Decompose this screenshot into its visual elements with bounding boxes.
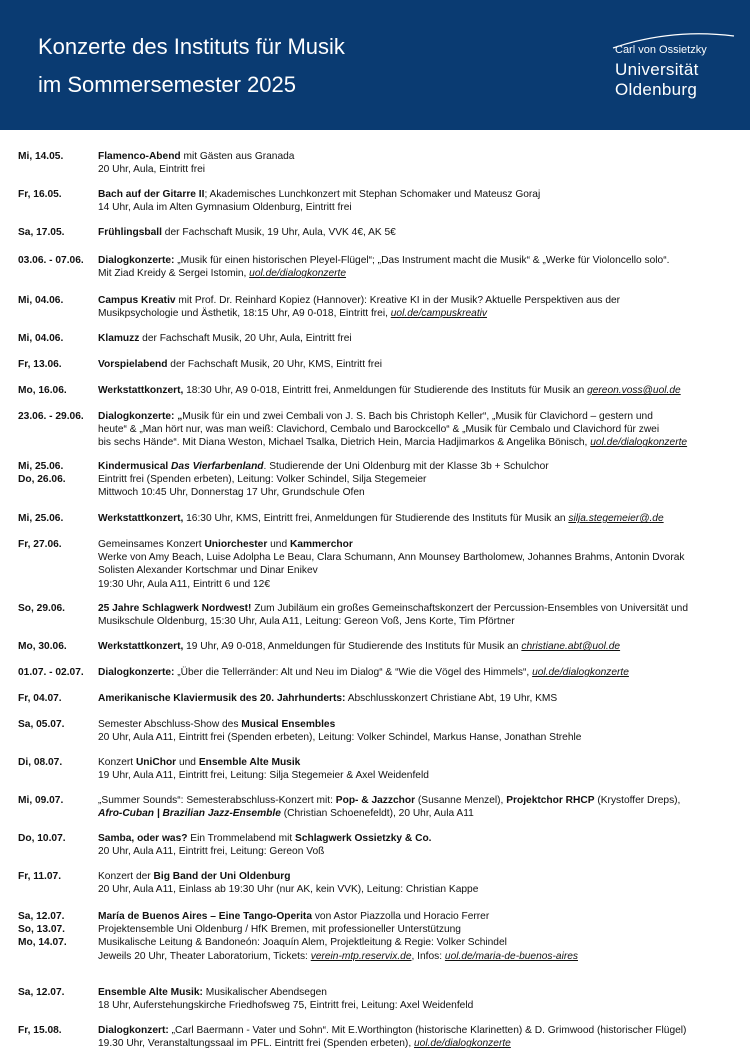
event-date-line: Sa, 17.05. xyxy=(18,227,65,238)
event-text: Ensemble Alte Musik xyxy=(198,757,301,768)
event-date xyxy=(18,460,96,486)
event-line xyxy=(98,163,738,176)
event-date xyxy=(18,332,96,345)
event-line xyxy=(98,384,738,397)
event-text: Musik für ein und zwei Cembali von J. S. Bach bis Christoph Keller“, „Musik für Clavichord – gestern und xyxy=(182,411,653,422)
event-date xyxy=(18,640,96,653)
event-link[interactable]: gereon.voss@uol.de xyxy=(587,385,681,396)
event-text: Flamenco-Abend xyxy=(98,151,181,162)
event-date-line: Mo, 30.06. xyxy=(18,641,67,652)
event-date-line: Fr, 13.06. xyxy=(18,359,62,370)
event-line xyxy=(98,883,738,896)
event-line xyxy=(98,923,738,936)
event-text: Musikalischer Abendsegen xyxy=(202,987,327,998)
event-line xyxy=(98,188,738,201)
title-line-1: Konzerte des Instituts für Musik xyxy=(38,34,345,59)
event-line xyxy=(98,936,738,949)
event-line xyxy=(98,718,738,731)
event-text: 20 Uhr, Aula A11, Eintritt frei (Spenden erbeten), Leitung: Volker Schindel, Markus Hanse, Jonathan Strehle xyxy=(98,732,582,744)
event-line xyxy=(98,436,738,449)
event-text: Werke von Amy Beach, Luise Adolpha Le Beau, Clara Schumann, Ann Mounsey Bartholomew, Johannes Brahms, Antonin Dvorak xyxy=(98,552,685,564)
event-text: Projektensemble Uni Oldenburg / HfK Bremen, mit professioneller Unterstützung xyxy=(98,924,461,936)
event-text: Gemeinsames Konzert xyxy=(98,539,205,550)
event-line xyxy=(98,201,738,214)
event-text: Big Band der Uni Oldenburg xyxy=(153,871,291,882)
event-date-line: Mo, 14.07. xyxy=(18,937,67,949)
event-text: Werkstattkonzert, xyxy=(98,513,184,524)
event-line xyxy=(98,423,738,436)
event-date-line: 23.06. - 29.06. xyxy=(18,411,84,422)
event-date-line: Mi, 09.07. xyxy=(18,795,64,806)
event-description xyxy=(98,832,738,858)
event-link[interactable]: uol.de/dialogkonzerte xyxy=(249,268,347,280)
event-date xyxy=(18,692,96,705)
event-text: 25 Jahre Schlagwerk Nordwest! xyxy=(98,603,252,614)
page-header xyxy=(0,0,750,130)
event-date-line: Do, 10.07. xyxy=(18,833,66,844)
event-line xyxy=(98,1024,738,1037)
event-line xyxy=(98,666,738,679)
event-text: 14 Uhr, Aula im Alten Gymnasium Oldenburg, Eintritt frei xyxy=(98,202,352,214)
event-date-line: Mo, 16.06. xyxy=(18,385,67,396)
event-line xyxy=(98,602,738,615)
event-text: Ein Trommelabend mit xyxy=(187,833,296,844)
event-line xyxy=(98,332,738,345)
event-line xyxy=(98,756,738,769)
event-description xyxy=(98,226,738,239)
event-text: mit Gästen aus Granada xyxy=(180,151,295,162)
university-logo xyxy=(612,30,740,104)
event-date-line: Fr, 15.08. xyxy=(18,1025,62,1036)
event-text: Vorspielabend xyxy=(98,359,168,370)
event-line xyxy=(98,294,738,307)
title-line-2: im Sommersemester 2025 xyxy=(38,72,296,97)
event-text: 19 Uhr, Aula A11, Eintritt frei, Leitung: Silja Stegemeier & Axel Weidenfeld xyxy=(98,770,429,782)
event-line xyxy=(98,226,738,239)
event-text: , Infos: xyxy=(411,950,445,962)
event-text: ; Akademisches Lunchkonzert mit Stephan Schomaker und Mateusz Goraj xyxy=(204,189,541,200)
event-text: 20 Uhr, Aula A11, Eintritt frei, Leitung: Gereon Voß xyxy=(98,846,325,858)
event-text: Musikschule Oldenburg, 15:30 Uhr, Aula A11, Leitung: Gereon Voß, Jens Korte, Tim Pförtner xyxy=(98,616,515,628)
event-text: Musikalische Leitung & Bandoneón: Joaquín Alem, Projektleitung & Regie: Volker Schindel xyxy=(98,937,507,949)
event-line xyxy=(98,254,738,267)
event-text: der Fachschaft Musik, 20 Uhr, KMS, Eintritt frei xyxy=(167,359,383,370)
event-text: Musical Ensembles xyxy=(241,719,336,730)
event-line xyxy=(98,473,738,486)
event-text: 20 Uhr, Aula A11, Einlass ab 19:30 Uhr (nur AK, kein VVK), Leitung: Christian Kappe xyxy=(98,884,479,896)
event-text: der Fachschaft Musik, 20 Uhr, Aula, Eintritt frei xyxy=(139,333,352,344)
event-date-line: Fr, 04.07. xyxy=(18,693,62,704)
event-text: Jeweils 20 Uhr, Theater Laboratorium, Tickets: xyxy=(98,950,311,962)
event-line xyxy=(98,794,738,807)
event-date-line: So, 29.06. xyxy=(18,603,66,614)
event-text: 18 Uhr, Auferstehungskirche Friedhofsweg 75, Eintritt frei, Leitung: Axel Weidenfeld xyxy=(98,1000,474,1012)
event-date-line: Sa, 12.07. xyxy=(18,987,65,998)
event-date xyxy=(18,538,96,551)
event-line xyxy=(98,692,738,705)
logo-line-3: Oldenburg xyxy=(615,80,698,99)
event-text: (Krystoffer Dreps), xyxy=(594,795,681,806)
event-description xyxy=(98,986,738,1012)
event-text: Mit Ziad Kreidy & Sergei Istomin, xyxy=(98,268,250,280)
event-description xyxy=(98,358,738,371)
event-line xyxy=(98,410,738,423)
event-line xyxy=(98,564,738,577)
event-text: 16:30 Uhr, KMS, Eintritt frei, Anmeldungen für Studierende des Instituts für Musik an xyxy=(183,513,569,524)
event-description xyxy=(98,692,738,705)
event-text: (Christian Schoenefeldt), 20 Uhr, Aula A11 xyxy=(280,808,474,820)
event-text: Kammerchor xyxy=(289,539,353,550)
event-text: heute“ & „Man hört nur, was man weiß: Clavichord, Cembalo und Barockcello“ & „Musik für Cembalo und Clavichord für zwei xyxy=(98,424,660,436)
event-text: Bach auf der Gitarre II xyxy=(98,189,205,200)
event-text: Klamuzz xyxy=(98,333,140,344)
event-text: „Carl Baermann - Vater und Sohn“. Mit E.Worthington (historische Klarinetten) & D. Grimwood (historischer Flügel) xyxy=(168,1025,687,1036)
event-date-line: Sa, 12.07. xyxy=(18,911,65,922)
event-link[interactable]: uol.de/maria-de-buenos-aires xyxy=(444,950,578,962)
event-link[interactable]: uol.de/dialogkonzerte xyxy=(413,1038,511,1050)
event-text: Schlagwerk Ossietzky & Co. xyxy=(295,833,432,844)
event-text: Werkstattkonzert, xyxy=(98,641,184,652)
event-date xyxy=(18,870,96,883)
event-text: 19:30 Uhr, Aula A11, Eintritt 6 und 12€ xyxy=(98,578,270,590)
event-description xyxy=(98,794,738,820)
event-line xyxy=(98,640,738,653)
event-date-line: Fr, 16.05. xyxy=(18,189,62,200)
event-description xyxy=(98,870,738,896)
event-text: Pop- & Jazzchor xyxy=(335,795,416,806)
event-date-line: 03.06. - 07.06. xyxy=(18,255,84,266)
event-link[interactable]: uol.de/dialogkonzerte xyxy=(590,437,688,449)
event-line xyxy=(98,486,738,499)
event-date xyxy=(18,410,96,423)
event-line xyxy=(98,1037,738,1050)
event-text: 19 Uhr, A9 0-018, Anmeldungen für Studierende des Instituts für Musik an xyxy=(183,641,522,652)
event-text: Dialogkonzerte: „ xyxy=(98,411,183,422)
event-description xyxy=(98,718,738,744)
event-text: Afro-Cuban | Brazilian Jazz-Ensemble xyxy=(98,808,281,820)
event-description xyxy=(98,332,738,345)
event-text: Werkstattkonzert, xyxy=(98,385,184,396)
event-text: Frühlingsball xyxy=(98,227,162,238)
event-text: Campus Kreativ xyxy=(98,295,176,306)
event-text: Amerikanische Klaviermusik des 20. Jahrhunderts: xyxy=(98,693,346,704)
event-line xyxy=(98,551,738,564)
event-date xyxy=(18,832,96,845)
event-text: Eintritt frei (Spenden erbeten), Leitung: Volker Schindel, Silja Stegemeier xyxy=(98,474,427,486)
logo-line-2: Universität xyxy=(615,60,699,79)
event-line xyxy=(98,845,738,858)
event-description xyxy=(98,910,738,963)
event-date xyxy=(18,358,96,371)
event-text: und xyxy=(176,757,199,768)
event-date-line: Fr, 27.06. xyxy=(18,539,62,550)
event-date xyxy=(18,226,96,239)
logo-line-1: Carl von Ossietzky xyxy=(615,44,707,56)
event-line xyxy=(98,538,738,551)
event-date xyxy=(18,910,96,950)
event-line xyxy=(98,150,738,163)
event-text: und xyxy=(267,539,290,550)
event-text: „Musik für einen historischen Pleyel-Flügel“; „Das Instrument macht die Musik“ & „Werke für Violoncello solo“. xyxy=(174,255,670,266)
event-text: Uniorchester xyxy=(204,539,268,550)
event-text: Mittwoch 10:45 Uhr, Donnerstag 17 Uhr, Grundschule Ofen xyxy=(98,487,365,499)
event-link[interactable]: uol.de/campuskreativ xyxy=(390,308,488,320)
event-text: María de Buenos Aires – Eine Tango-Operita xyxy=(98,911,312,922)
event-text: Musikpsychologie und Ästhetik, 18:15 Uhr, A9 0-018, Eintritt frei, xyxy=(98,308,391,320)
event-text: Projektchor RHCP xyxy=(506,795,595,806)
page-title xyxy=(38,28,345,104)
event-line xyxy=(98,615,738,628)
event-text: Semester Abschluss-Show des xyxy=(98,719,242,730)
event-link[interactable]: verein-mtp.reservix.de xyxy=(310,950,412,962)
event-text: Konzert xyxy=(98,757,136,768)
event-date-line: Mi, 25.06. xyxy=(18,461,64,472)
event-description xyxy=(98,666,738,679)
event-line xyxy=(98,807,738,820)
event-line xyxy=(98,870,738,883)
event-date xyxy=(18,188,96,201)
event-text: Konzert der xyxy=(98,871,154,882)
event-line xyxy=(98,358,738,371)
event-date-line: Fr, 11.07. xyxy=(18,871,62,882)
event-date xyxy=(18,794,96,807)
event-description xyxy=(98,410,738,450)
event-text: Samba, oder was? xyxy=(98,833,188,844)
event-line xyxy=(98,267,738,280)
event-description xyxy=(98,188,738,214)
event-date-line: Di, 08.07. xyxy=(18,757,63,768)
event-line xyxy=(98,731,738,744)
event-description xyxy=(98,294,738,320)
event-text: der Fachschaft Musik, 19 Uhr, Aula, VVK 4€, AK 5€ xyxy=(161,227,396,238)
event-text: (Susanne Menzel), xyxy=(415,795,507,806)
event-line xyxy=(98,950,738,963)
event-text: Ensemble Alte Musik: xyxy=(98,987,203,998)
event-text: 19.30 Uhr, Veranstaltungssaal im PFL. Eintritt frei (Spenden erbeten), xyxy=(98,1038,414,1050)
event-line xyxy=(98,460,738,473)
event-description xyxy=(98,602,738,628)
event-description xyxy=(98,640,738,653)
event-date-line: So, 13.07. xyxy=(18,924,66,936)
event-text: . Studierende der Uni Oldenburg mit der Klasse 3b + Schulchor xyxy=(263,461,549,472)
event-text: „Summer Sounds“: Semesterabschluss-Konzert mit: xyxy=(98,795,336,806)
event-date xyxy=(18,384,96,397)
event-line xyxy=(98,986,738,999)
event-text: bis sechs Hände“. Mit Diana Weston, Michael Tsalka, Dietrich Hein, Marcia Hadjimarkos & Angelika Bönisch, xyxy=(98,437,591,449)
event-text: 20 Uhr, Aula, Eintritt frei xyxy=(98,164,206,176)
event-date-line: Do, 26.06. xyxy=(18,474,66,486)
event-date-line: Mi, 04.06. xyxy=(18,295,64,306)
event-date xyxy=(18,294,96,307)
event-text: Abschlusskonzert Christiane Abt, 19 Uhr, KMS xyxy=(345,693,558,704)
event-text: „Über die Tellerränder: Alt und Neu im Dialog“ & “Wie die Vögel des Himmels“, xyxy=(174,667,533,678)
event-text: Dialogkonzerte: xyxy=(98,255,175,266)
event-line xyxy=(98,910,738,923)
event-date xyxy=(18,512,96,525)
event-text: UniChor xyxy=(135,757,177,768)
event-link[interactable]: silja.stegemeier@.de xyxy=(568,513,664,524)
event-description xyxy=(98,254,738,280)
event-description xyxy=(98,150,738,176)
event-date-line: Mi, 04.06. xyxy=(18,333,64,344)
event-line xyxy=(98,769,738,782)
event-date-line: 01.07. - 02.07. xyxy=(18,667,84,678)
event-link[interactable]: uol.de/dialogkonzerte xyxy=(532,667,629,678)
event-line xyxy=(98,578,738,591)
event-date xyxy=(18,756,96,769)
event-text: mit Prof. Dr. Reinhard Kopiez (Hannover): Kreative KI in der Musik? Aktuelle Perspektiven aus der xyxy=(175,295,621,306)
event-line xyxy=(98,832,738,845)
event-text: Solisten Alexander Kortschmar und Dinar Enikev xyxy=(98,565,318,577)
event-text: Kindermusical xyxy=(98,461,172,472)
event-line xyxy=(98,999,738,1012)
event-description xyxy=(98,538,738,591)
event-text: von Astor Piazzolla und Horacio Ferrer xyxy=(312,911,490,922)
event-date xyxy=(18,254,96,267)
event-line xyxy=(98,512,738,525)
event-description xyxy=(98,512,738,525)
event-line xyxy=(98,307,738,320)
event-text: 18:30 Uhr, A9 0-018, Eintritt frei, Anmeldungen für Studierende des Instituts für Musik an xyxy=(183,385,588,396)
event-text: Dialogkonzerte: xyxy=(98,667,175,678)
event-description xyxy=(98,756,738,782)
event-text: Das Vierfarbenland xyxy=(171,461,264,472)
event-date-line: Mi, 14.05. xyxy=(18,151,64,162)
event-text: Zum Jubiläum ein großes Gemeinschaftskonzert der Percussion-Ensembles von Universität und xyxy=(251,603,689,614)
event-description xyxy=(98,1024,738,1050)
event-description xyxy=(98,384,738,397)
event-date-line: Mi, 25.06. xyxy=(18,513,64,524)
event-date xyxy=(18,986,96,999)
event-date xyxy=(18,666,96,679)
event-date-line: Sa, 05.07. xyxy=(18,719,65,730)
event-date xyxy=(18,150,96,163)
event-link[interactable]: christiane.abt@uol.de xyxy=(521,641,621,652)
event-date xyxy=(18,718,96,731)
event-text: Dialogkonzert: xyxy=(98,1025,169,1036)
event-date xyxy=(18,1024,96,1037)
event-date xyxy=(18,602,96,615)
event-description xyxy=(98,460,738,500)
